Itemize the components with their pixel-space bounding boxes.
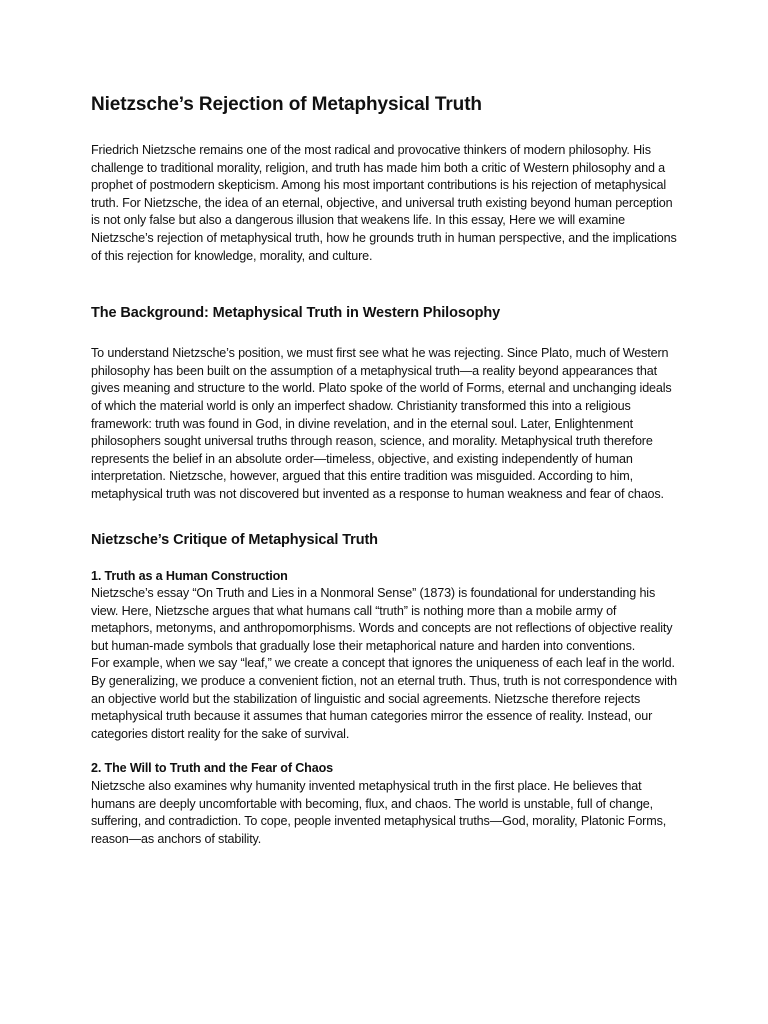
will-to-truth-paragraph-1: Nietzsche also examines why humanity invented metaphysical truth in the first place. He believes that humans are deeply uncomfortable with becoming, flux, and chaos. The world is unstable, full of change, suffering, and contradiction. To cope, people invented metaphysical truths—God, morality, Platonic Forms, reason—as anchors of stability. [91,779,667,846]
section-background-paragraph: To understand Nietzsche’s position, we must first see what he was rejecting. Since Plato, much of Western philosophy has been built on the assumption of a metaphysical truth—a reality beyond appearances that gives meaning and structure to the world. Plato spoke of the world of Forms, eternal and unchanging ideals of which the material world is only an imperfect shadow. Christianity transformed this into a religious framework: truth was found in God, in divine revelation, and in the eternal soul. Later, Enlightenment philosophers sought universal truths through reason, science, and morality. Metaphysical truth therefore represents the belief in an absolute order—timeless, objective, and existing independently of human interpretation. Nietzsche, however, argued that this entire tradition was misguided. According to him, metaphysical truth was not discovered but invented as a response to human weakness and fear of chaos. [91,346,672,501]
section-heading-critique: Nietzsche’s Critique of Metaphysical Truth [91,531,378,548]
subheading-truth-construction: 1. Truth as a Human Construction [91,568,288,583]
truth-construction-paragraph-1: Nietzsche’s essay “On Truth and Lies in a Nonmoral Sense” (1873) is foundational for understanding his view. Here, Nietzsche argues that what humans call “truth” is nothing more than a mobile army of metaphors, metonyms, and anthropomorphisms. Words and concepts are not reflections of objective reality but human-made symbols that gradually lose their metaphorical nature and harden into conventions. [91,586,673,653]
document-title: Nietzsche’s Rejection of Metaphysical Truth [91,94,482,115]
section-heading-background: The Background: Metaphysical Truth in Western Philosophy [91,305,501,322]
intro-paragraph: Friedrich Nietzsche remains one of the most radical and provocative thinkers of modern philosophy. His challenge to traditional morality, religion, and truth has made him both a critic of Western philosophy and a prophet of postmodern skepticism. Among his most important contributions is his rejection of metaphysical truth. For Nietzsche, the idea of an eternal, objective, and universal truth existing beyond human perception is not only false but also a dangerous illusion that weakens life. In this essay, Here we will examine Nietzsche’s rejection of metaphysical truth, how he grounds truth in human perspective, and the implications of this rejection for knowledge, morality, and culture. [91,143,677,263]
truth-construction-paragraph-2: For example, when we say “leaf,” we create a concept that ignores the uniqueness of each leaf in the world. By generalizing, we produce a convenient fiction, not an eternal truth. Thus, truth is not correspondence with an objective world but the stabilization of linguistic and social agreements. Nietzsche therefore rejects metaphysical truth because it assumes that human categories mirror the essence of reality. Instead, our categories distort reality for the sake of survival. [91,656,678,741]
subheading-will-to-truth: 2. The Will to Truth and the Fear of Chaos [91,761,333,776]
